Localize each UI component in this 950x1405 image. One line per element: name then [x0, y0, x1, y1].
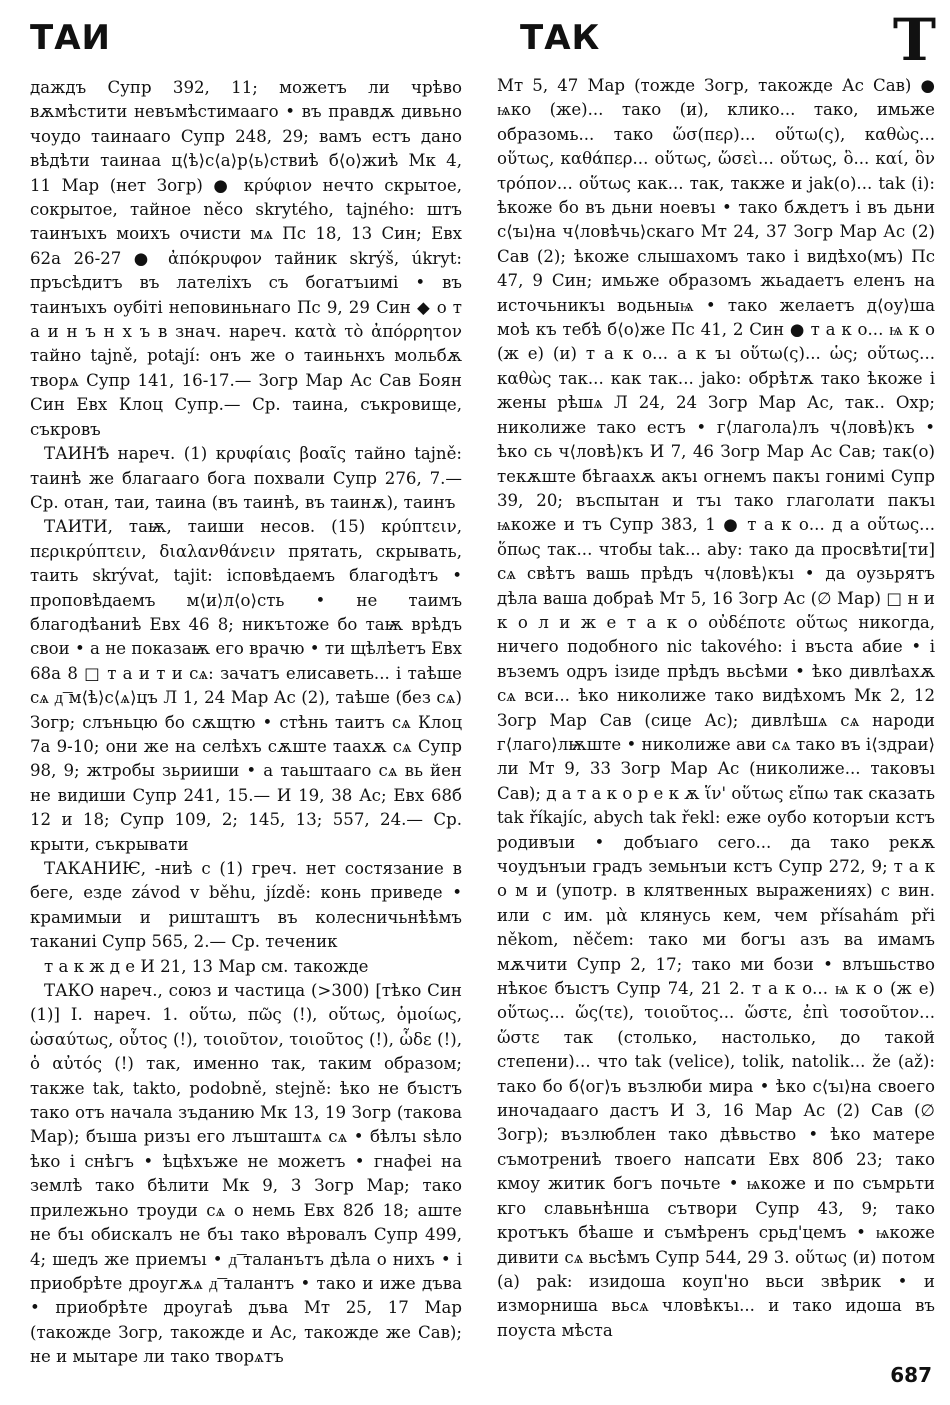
section-letter: Т	[892, 6, 936, 74]
entry-continuation: даждъ Супр 392, 11; можетъ ли чрѣво вѫмѣстити невъмѣстимаагo • въ правдѫ дивьно чоудо таинаагo Супр 248, 29; вамъ естъ дано вѣдѣти таинаа ц⟨ѣ⟩с⟨а⟩р⟨ь⟩ствиѣ б⟨о⟩жиѣ Мк 4, 11 Мар (нет Зогр) ● κρύφιον нечто скрытое, сокрытое, тайное něco skrytého, tajného: штъ таинъıхъ моихъ очисти мѧ Пс 18, 13 Син; Евх 62а 26-27 ● ἀπόκρυφον тайник skrýš, úkryt: пръсѣдитъ въ лателіхъ съ богатъıимі • въ таинъıхъ оубіті неповиньнаго Пс 9, 29 Син ◆ о т а и н ъ н х ъ в знач. нареч. κατὰ τὸ ἀπόρρητον тайно tajně, potají: онъ же о таиньнхъ мольбѫ творѧ Супр 141, 16-17.— Зогр Мар Ас Сав Боян Син Евх Клоц Супр.— Ср. таина, съкровище, съкровъ	[30, 78, 462, 439]
entry-continuation: Мт 5, 47 Мар (тожде Зогр, такожде Ас Сав) ● ѩко (же)... тако (и), клико... тако, имьже образомь... тако ὥσ(περ)... οὕτω(ς), καθὼς... οὕτως, καθάπερ... οὕτως, ὥσεὶ... οὕτως, ὃ... καί, ὃν τρόπον... οὕτως как... так, также и jak(o)... tak (i): ѣкоже бо въ дьни ноевъı • тако бѫдетъ і въ дьни с⟨ъı⟩на ч⟨ловѣчь⟩скаго Мт 24, 37 Зогр Мар Ас (2) Сав (2); ѣкоже слышахомъ тако і видѣхо(мъ) Пс 47, 9 Син; имьже образомъ жьадаетъ еленъ на источьникъı водьныѩ • тако желаетъ д⟨оу⟩ша моѣ къ тебѣ б⟨о⟩же Пс 41, 2 Син ● т а к о... ѩ к о (ж е) (и) т а к о... а к ъı οὕτω(ς)... ὡς; οὕτως... καθὼς так... как так... jako: обрѣтѫ тако ѣкоже і жены рѣшѧ Л 24, 24 Зогр Мар Ас, так.. Охр; николиже тако естъ • г⟨лагола⟩лъ ч⟨ловѣ⟩къ • ѣко сь ч⟨ловѣ⟩къ И 7, 46 Зогр Мар Ас Сав; так(о) текѫште бѣгаахѫ акъı огнемъ пакъı гонимі Супр 39, 20; въспытан и тъı тако глаголати пакъı ѩкоже и тъ Супр 383, 1 ● т а к о... д а οὕτως... ὅπως так... чтобы tak... aby: тако да просвѣти[ти] сѧ свѣтъ вашь прѣдъ ч⟨ловѣ⟩къı • да оузьрятъ дѣла ваша добраѣ Мт 5, 16 Зогр Ас (∅ Мар) □ н и к о л и ж е т а к о οὐδέποτε οὕτως никогда, ничего подобного nic takového: і въста абие • і въземъ одръ ізиде прѣдъ вьсѣми • ѣко дивлѣахѫ сѧ вси... ѣко николиже тако видѣхомъ Мк 2, 12 Зогр Мар Сав (сице Ас); дивлѣшѧ сѧ народи г⟨лаго⟩лѭште • николиже ави сѧ тако въ і⟨здраи⟩ли Мт 9, 33 Зогр Мар Ас (николиже... таковъı Сав); д а т а к о р е к ѫ ἵν' οὕτως εἴπω так сказать tak říkajíc, abych tak řekl: еже оубо которъıи кстъ родивъıи • добъıаго сего... да тако рекѫ чоудънъıи градъ земьнъıи кстъ Супр 272, 9; т а к о м и (употр. в клятвенных выражениях) с вин. или с им. μὰ клянусь кем, чем přísahám při někom, něčem: тако ми богъı азъ ва имамъ мѫчити Супр 2, 17; тако ми бози • влъшьство нѣкоє бъıстъ Супр 74, 21 2. т а к о... ѩ к о (ж е) οὕτως... ὥς(τε), τοιοῦτος... ὥστε, ἐπὶ τοσοῦτον... ὥστε так (столько, настолько, до такой степени)... что tak (velice), tolik, natolik... že (až): тако бо б⟨ог⟩ъ възлюби мира • ѣко с⟨ъı⟩на своего иночадааго дастъ И 3, 16 Мар Ас (2) Сав (∅ Зогр); възлюблен тако дѣвьство • ѣко матере съмотрениѣ твоего напсати Евх 80б 23; тако кмоу житик богъ почьте • ѩкоже и по съмрьти кго славьнѣнша сътвори Супр 43, 9; тако кротъкъ бѣаше и съмѣренъ срьд'цемъ • ѩкоже дивити сѧ вьсѣмъ Супр 544, 29 3. οὕτως (и) потом (а) pak: изидоша коуп'но вьси звѣрик • и изморниша вьсѧ чловѣкъı... и тако идоша въ поуста мѣста	[497, 76, 935, 1340]
running-head-center: ТАК	[520, 18, 601, 58]
cross-reference: т а к ж д е И 21, 13 Мар см. такожде	[44, 956, 369, 976]
running-head-left: ТАИ	[30, 18, 111, 58]
dictionary-entry: ТАИТИ, таѭ, таиши несов. (15) κρύπτειν, περικρύπτειν, διαλανθάνειν прятать, скрывать, таить skrývat, tajit: ісповѣдаемъ благодѣтъ • проповѣдаемъ м⟨и⟩л⟨о⟩сть • не таимъ благодѣаниѣ Евх 46 8; никътоже бо таѭ врѣдъ свои • а не показаѭ его врачю • ти щѣлѣетъ Евх 68а 8 □ т а и т и сѧ: зачатъ елисаветь... і таѣше сѧ д͞ м⟨ѣ⟩с⟨ѧ⟩цъ Л 1, 24 Мар Ас (2), таѣше (без сѧ) Зогр; слъньцю бо сѫщтю • стѣнь таитъ сѧ Клоц 7а 9-10; они же на селѣхъ сѫште таахѫ сѧ Супр 98, 9; жтробы зьрииши • а таьштааго сѧ вь йен не видиши Супр 241, 15.— И 19, 38 Ас; Евх 68б 12 и 18; Супр 109, 2; 145, 13; 557, 24.— Ср. крыти, съкрывати	[30, 517, 462, 854]
left-column	[30, 76, 462, 1370]
dictionary-entry: ТАКАНИѤ, -ниѣ с (1) греч. нет состязание в беге, езде závod v běhu, jízdě: конь приведе • крамимыи и ришташтъ въ колесничьнѣѣмъ таканиі Супр 565, 2.— Ср. теченик	[30, 859, 462, 952]
right-column	[497, 74, 935, 1343]
dictionary-entry: ТАИНѢ нареч. (1) κρυφίαις βοαῖς тайно tajně: таинѣ же благааго бога похвали Супр 276, 7.— Ср. отан, таи, таина (въ таинѣ, въ таинѫ), таинъ	[30, 444, 462, 512]
page-number: 687	[890, 1363, 932, 1387]
dictionary-entry: ТАКО нареч., союз и частица (>300) [тѣко Син (1)] I. нареч. 1. οὕτω, πῶς (!), οὕτως, ὁμοίως, ὡσαύτως, οὗτος (!), τοιοῦτον, τοιοῦτος (!), ὧδε (!), ὁ αὐτός (!) так, именно так, таким образом; также tak, takto, podobně, stejně: ѣко не бъıстъ тако отъ начала зъданию Мк 13, 19 Зогр (такова Мар); бъıша ризъı его лъшташтѧ сѧ • бѣлъı ѕѣло ѣко і снѣгъ • ѣцѣхъже не можетъ • гнафеі на землѣ тако бѣлити Мк 9, 3 Зогр Мар; тако прилежьно троуди сѧ о немь Евх 82б 18; аште не бъı обискалъ не бъı тако вѣровалъ Супр 499, 4; шедъ же приемъı • д͞ таланътъ дѣла о нихъ • і приобрѣте дроугѫѧ д͞ талантъ • тако и иже дъва • приобрѣте дроугаѣ дъва Мт 25, 17 Мар (такожде Зогр, такожде и Ас, такожде же Сав); не и мытаре ли тако творѧтъ	[30, 981, 462, 1367]
